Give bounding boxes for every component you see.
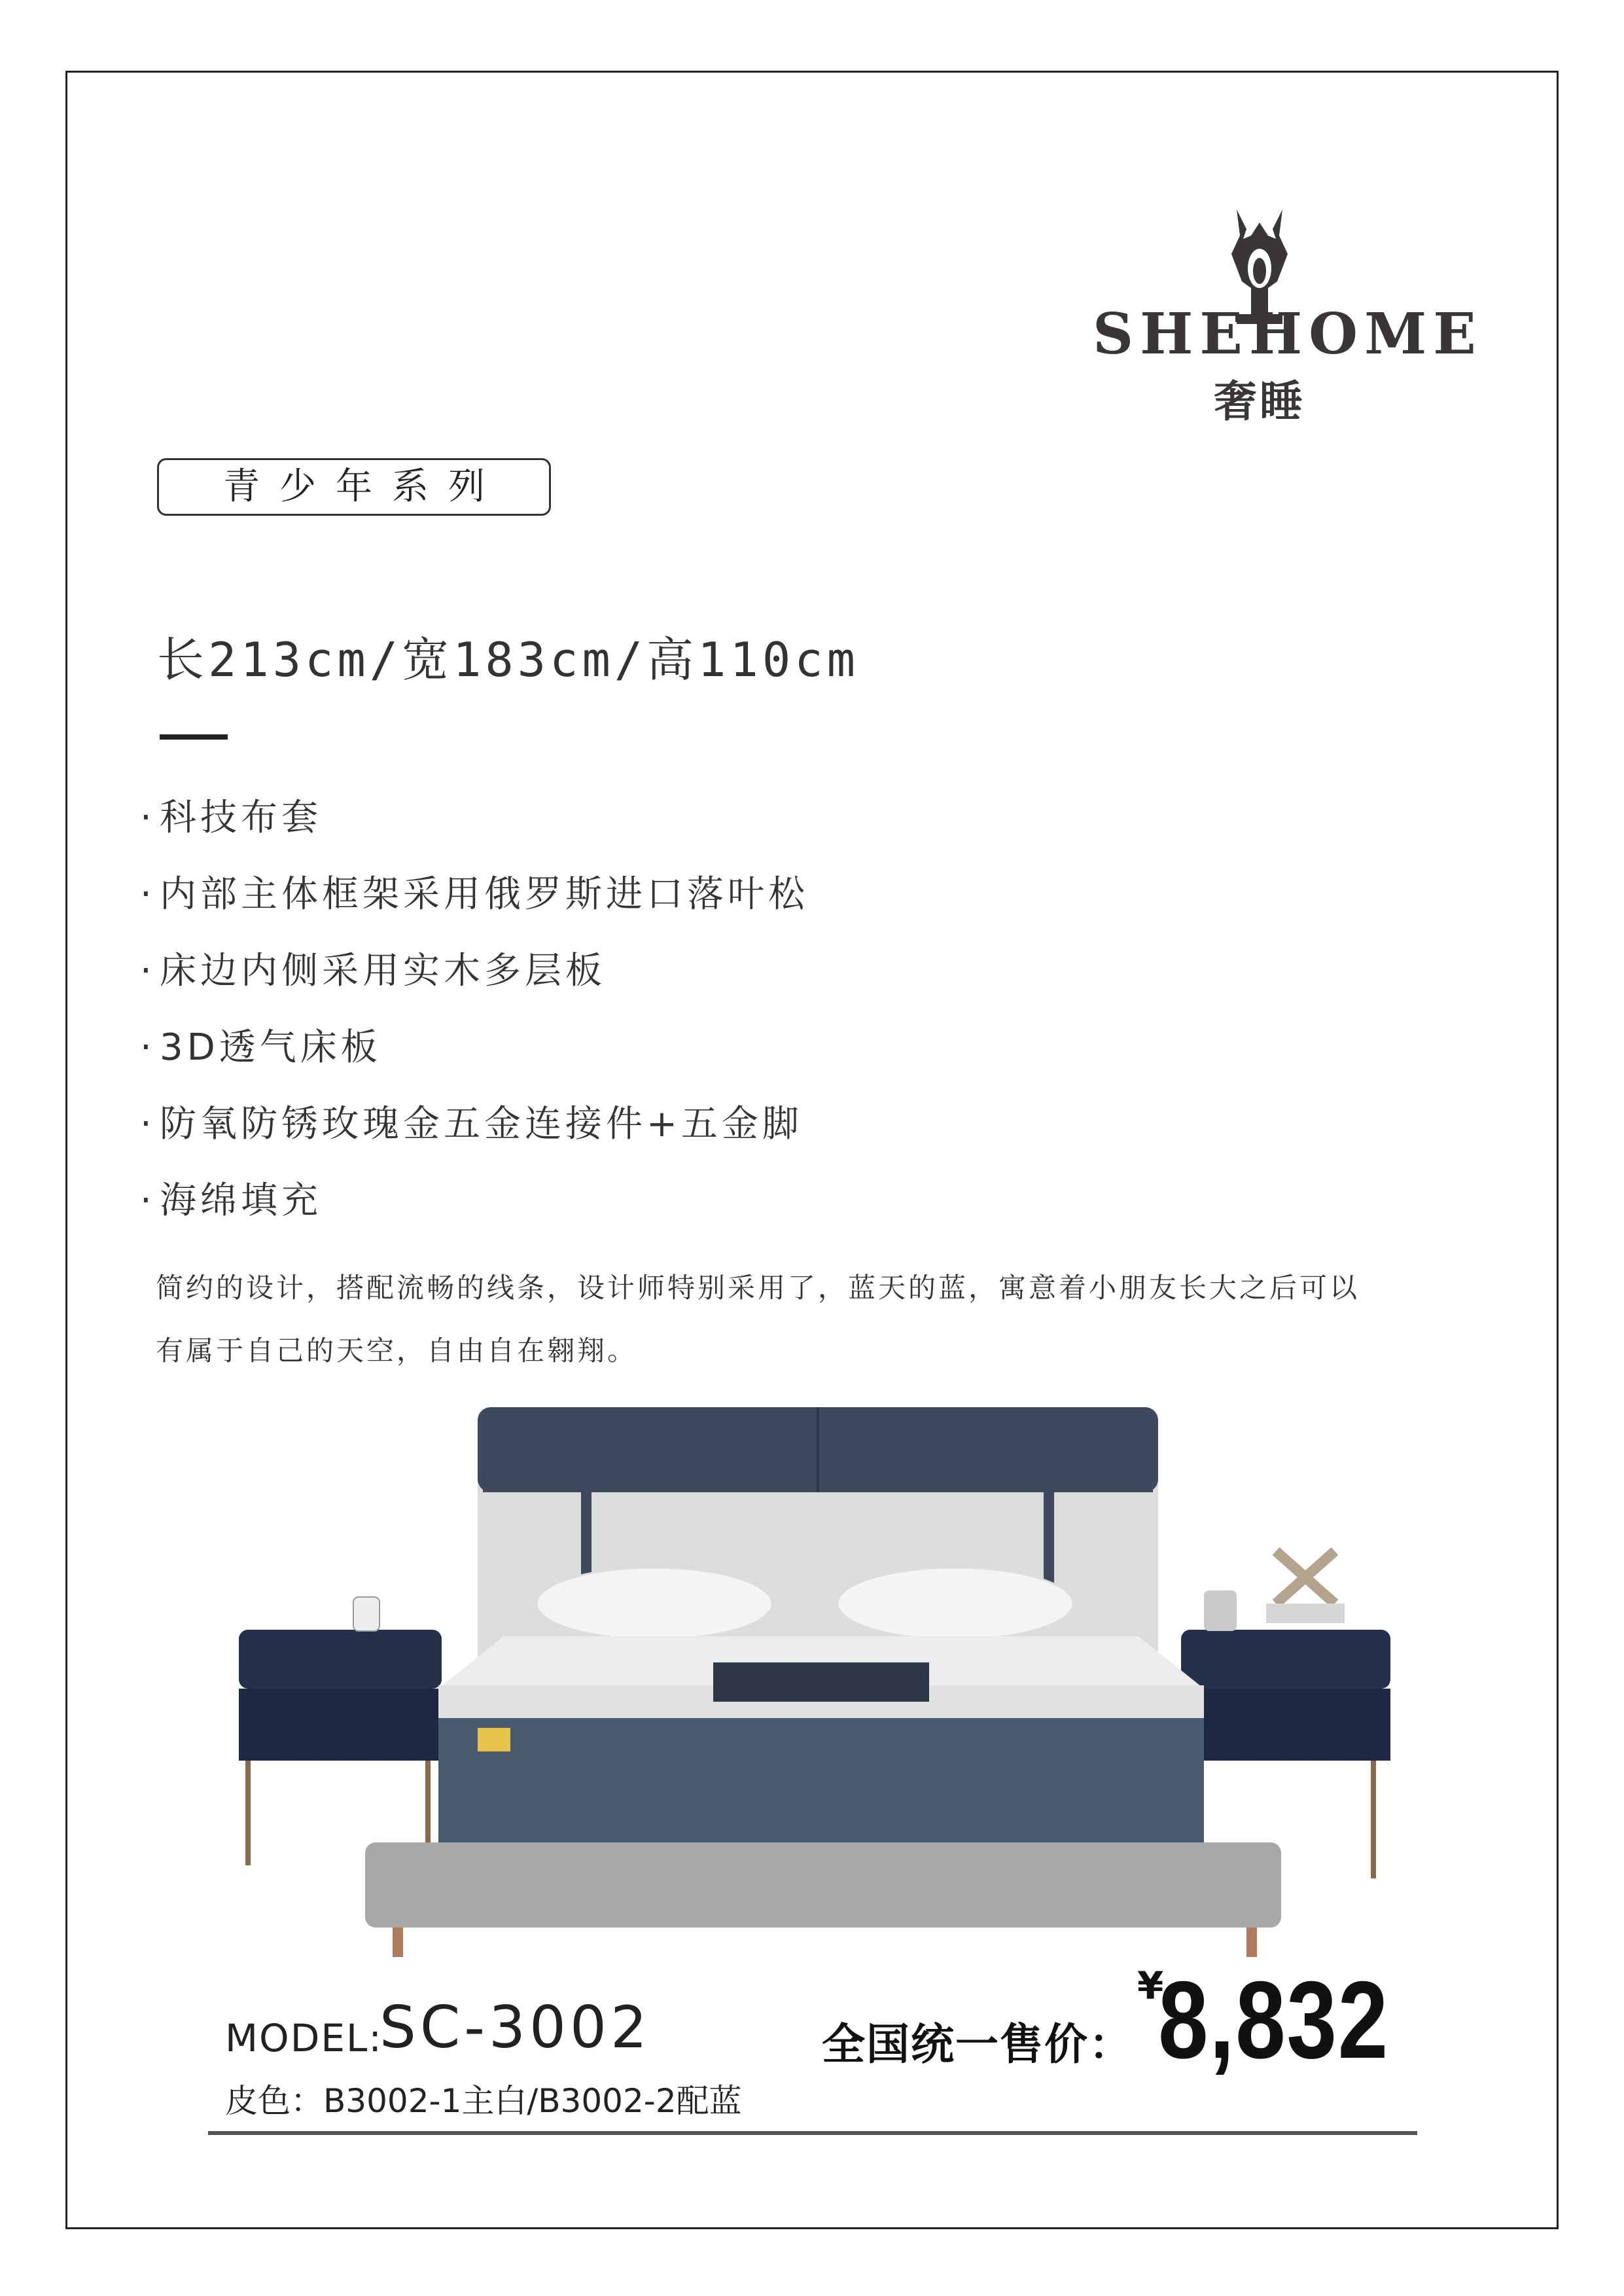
divider-dash	[160, 734, 228, 740]
brand-name-cn: 奢睡	[1214, 376, 1305, 427]
product-description: 简约的设计，搭配流畅的线条，设计师特别采用了，蓝天的蓝，寓意着小朋友长大之后可以 有属于自己的天空，自由自在翱翔。	[156, 1272, 1360, 1367]
list-item: · 海绵填充	[140, 1179, 322, 1222]
list-item: · 3D透气床板	[140, 1026, 381, 1069]
list-item: · 防氧防锈玫瑰金五金连接件+五金脚	[140, 1103, 803, 1145]
model-number: SC-3002	[380, 1994, 652, 2061]
currency-symbol: ¥	[1137, 1964, 1164, 2008]
list-item: · 科技布套	[140, 797, 322, 839]
right-nightstand	[1181, 1551, 1390, 1878]
dimensions: 长213cm/宽183cm/高110cm	[157, 632, 859, 687]
feature-list	[140, 789, 809, 1248]
brand-name-en: SHEHOME	[1093, 301, 1483, 367]
brand-logo	[1093, 203, 1483, 427]
leather-colors: 皮色：B3002-1主白/B3002-2配蓝	[225, 2082, 742, 2120]
price-value: 8,832	[1158, 1958, 1389, 2081]
list-item: · 内部主体框架采用俄罗斯进口落叶松	[140, 873, 809, 916]
bed-image	[222, 1388, 1413, 1957]
left-nightstand	[239, 1597, 442, 1865]
price-label: 全国统一售价：	[822, 2019, 1133, 2070]
series-badge: 青少年系列	[157, 458, 551, 516]
model-label: MODEL:	[225, 2016, 383, 2060]
list-item: · 床边内侧采用实木多层板	[140, 950, 606, 992]
bottom-rule	[208, 2131, 1417, 2135]
